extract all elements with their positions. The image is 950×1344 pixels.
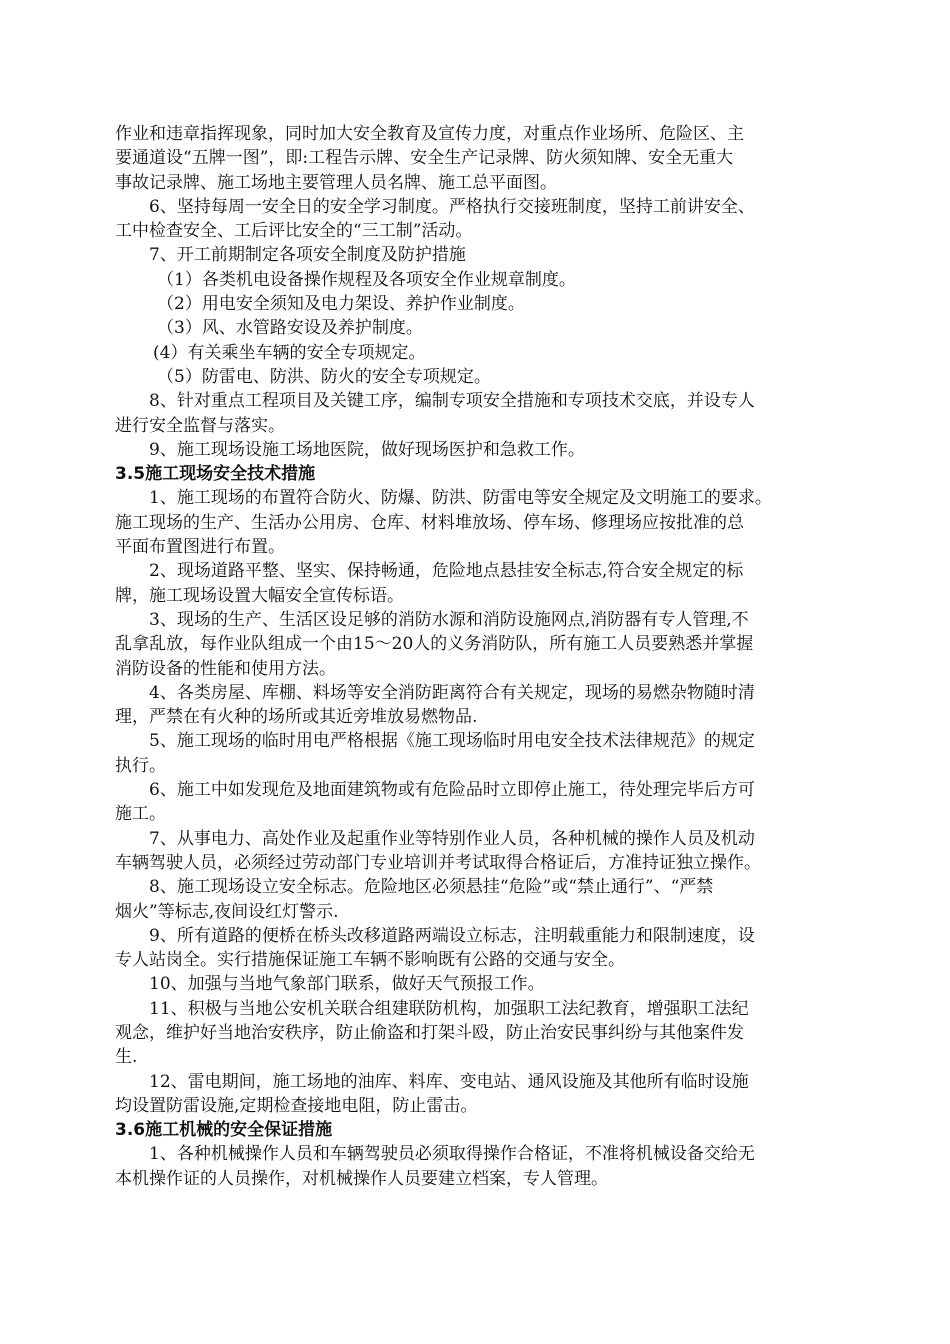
- text-line: 9、施工现场设施工场地医院，做好现场医护和急救工作。: [149, 439, 585, 460]
- text-line: 8、针对重点工程项目及关键工序，编制专项安全措施和专项技术交底，并设专人: [149, 391, 755, 412]
- text-line: 消防设备的性能和使用方法。: [115, 658, 336, 679]
- document-body: [115, 122, 860, 1191]
- text-line: 作业和违章指挥现象，同时加大安全教育及宣传力度，对重点作业场所、危险区、主: [115, 124, 744, 144]
- text-line: （5）防雷电、防洪、防火的安全专项规定。: [157, 366, 491, 387]
- text-line: 执行。: [115, 755, 166, 776]
- text-line: (4）有关乘坐车辆的安全专项规定。: [153, 342, 426, 363]
- text-line: 工中检查安全、工后评比安全的“三工制”活动。: [115, 221, 473, 242]
- text-line: 施工现场的生产、生活办公用房、仓库、材料堆放场、停车场、修理场应按批准的总: [115, 512, 744, 533]
- text-line: 12、雷电期间，施工场地的油库、料库、变电站、通风设施及其他所有临时设施: [149, 1071, 749, 1092]
- text-line: 专人站岗全。实行措施保证施工车辆不影响既有公路的交通与安全。: [115, 950, 625, 971]
- text-line: （3）风、水管路安设及养护制度。: [157, 318, 423, 339]
- text-line: 6、坚持每周一安全日的安全学习制度。严格执行交接班制度，坚持工前讲安全、: [149, 196, 755, 217]
- text-line: 10、加强与当地气象部门联系，做好天气预报工作。: [149, 974, 545, 995]
- text-line: （2）用电安全须知及电力架设、养护作业制度。: [157, 294, 525, 315]
- section-heading: 3.5施工现场安全技术措施: [115, 464, 316, 485]
- text-line: 烟火”等标志,夜间设红灯警示.: [115, 901, 339, 922]
- text-line: 7、开工前期制定各项安全制度及防护措施: [149, 245, 466, 266]
- text-line: 5、施工现场的临时用电严格根据《施工现场临时用电安全技术法律规范》的规定: [149, 731, 755, 752]
- text-line: 平面布置图进行布置。: [115, 537, 285, 558]
- text-line: 生.: [115, 1047, 138, 1068]
- text-line: 1、施工现场的布置符合防火、防爆、防洪、防雷电等安全规定及文明施工的要求。: [149, 488, 772, 509]
- text-line: 6、施工中如发现危及地面建筑物或有危险品时立即停止施工，待处理完毕后方可: [149, 780, 755, 801]
- text-line: 观念，维护好当地治安秩序，防止偷盗和打架斗殴，防止治安民事纠纷与其他案件发: [115, 1022, 744, 1043]
- text-line: 进行安全监督与落实。: [115, 415, 285, 436]
- text-line: 2、现场道路平整、坚实、保持畅通，危险地点悬挂安全标志,符合安全规定的标: [149, 561, 744, 582]
- text-line: 牌，施工现场设置大幅安全宣传标语。: [115, 585, 404, 606]
- text-line: （1）各类机电设备操作规程及各项安全作业规章制度。: [157, 269, 576, 290]
- text-line: 1、各种机械操作人员和车辆驾驶员必须取得操作合格证，不准将机械设备交给无: [149, 1144, 755, 1165]
- section-heading: 3.6施工机械的安全保证措施: [115, 1120, 333, 1141]
- text-line: 7、从事电力、高处作业及起重作业等特别作业人员，各种机械的操作人员及机动: [149, 828, 755, 849]
- text-line: 理，严禁在有火种的场所或其近旁堆放易燃物品.: [115, 707, 478, 728]
- text-line: 4、各类房屋、库棚、料场等安全消防距离符合有关规定，现场的易燃杂物随时清: [149, 682, 755, 703]
- text-line: 乱拿乱放，每作业队组成一个由15～20人的义务消防队，所有施工人员要熟悉并掌握: [115, 634, 754, 655]
- text-line: 事故记录牌、施工场地主要管理人员名牌、施工总平面图。: [115, 172, 557, 193]
- text-line: 8、施工现场设立安全标志。危险地区必须悬挂“危险”或“禁止通行”、“严禁: [149, 877, 714, 898]
- text-line: 3、现场的生产、生活区设足够的消防水源和消防设施网点,消防器有专人管理,不: [149, 609, 749, 630]
- text-line: 本机操作证的人员操作，对机械操作人员要建立档案，专人管理。: [115, 1168, 608, 1189]
- text-line: 均设置防雷设施,定期检查接地电阻，防止雷击。: [115, 1095, 478, 1116]
- text-line: 施工。: [115, 804, 166, 825]
- text-line: 车辆驾驶人员，必须经过劳动部门专业培训并考试取得合格证后，方准持证独立操作。: [115, 852, 761, 873]
- text-line: 11、积极与当地公安机关联合组建联防机构，加强职工法纪教育，增强职工法纪: [149, 998, 749, 1019]
- text-line: 9、所有道路的便桥在桥头改移道路两端设立标志，注明载重能力和限制速度，设: [149, 925, 755, 946]
- text-line: 要通道设“五牌一图”，即:工程告示牌、安全生产记录牌、防火须知牌、安全无重大: [115, 148, 734, 169]
